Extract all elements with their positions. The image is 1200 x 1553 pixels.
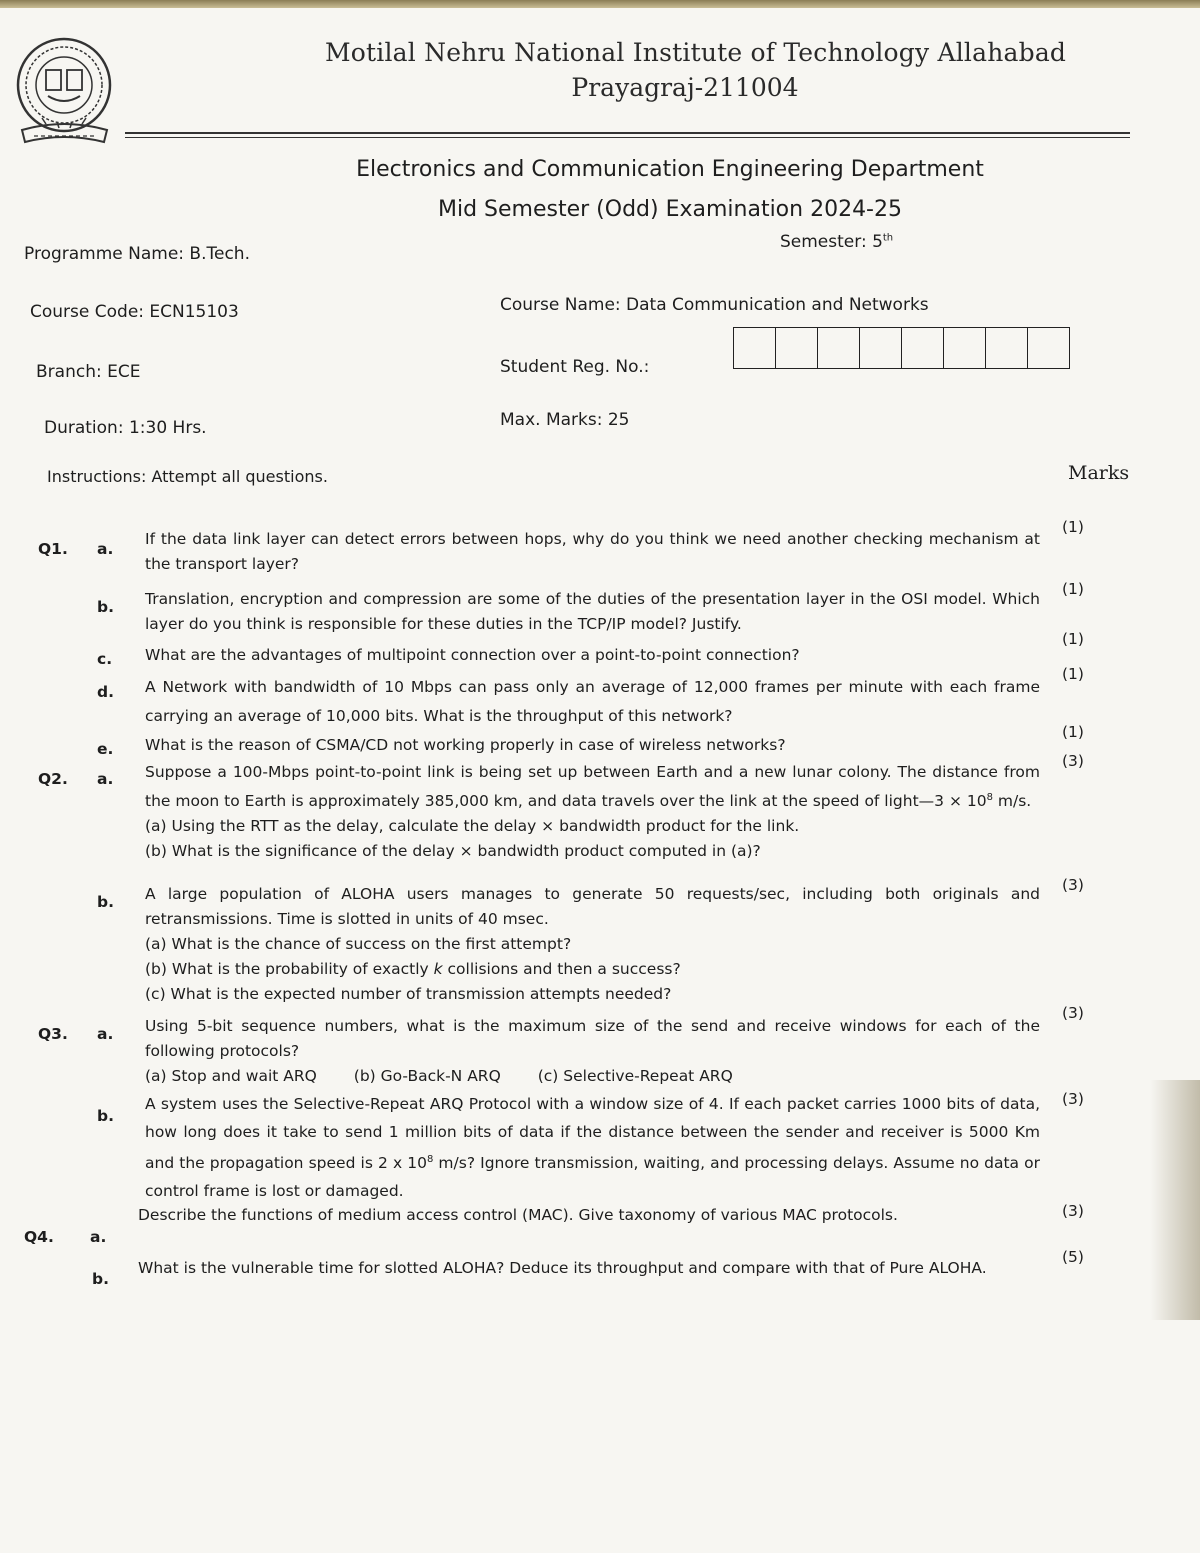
option-stop-and-wait: (a) Stop and wait ARQ (145, 1067, 317, 1085)
sub-question-text: collisions and then a success? (442, 960, 681, 978)
part-label: d. (97, 683, 114, 701)
option-selective-repeat: (c) Selective-Repeat ARQ (537, 1067, 733, 1085)
question-text (145, 1090, 1040, 1205)
question-text: A Network with bandwidth of 10 Mbps can pass only an average of 12,000 frames per minute with each frame carrying an average of 10,000 bits. What is the throughput of this network? (145, 678, 1040, 725)
part-label: a. (90, 1228, 107, 1246)
question-text-rest: m/s? Ignore transmission, waiting, and processing delays. Assume no data or control frame is lost or damaged. (145, 1154, 1041, 1201)
header-rule-1 (125, 132, 1130, 134)
question-text-main: A large population of ALOHA users manages to generate 50 requests/sec, including both originals and retransmissions. Time is slotted in units of 40 msec. (145, 885, 1040, 928)
exam-title: Mid Semester (Odd) Examination 2024-25 (437, 197, 902, 222)
question-text: Describe the functions of medium access control (MAC). Give taxonomy of various MAC protocols. (138, 1206, 898, 1224)
marks-value: (3) (1062, 1202, 1084, 1220)
max-marks: Max. Marks: 25 (500, 410, 630, 430)
department-block (340, 150, 1000, 230)
question-text: What is the reason of CSMA/CD not working properly in case of wireless networks? (145, 736, 786, 754)
sub-question: (c) What is the expected number of transmission attempts needed? (145, 985, 672, 1003)
sub-question: (a) Using the RTT as the delay, calculate the delay × bandwidth product for the link. (145, 817, 800, 836)
programme-name: Programme Name: B.Tech. (24, 244, 250, 264)
reg-digit-box[interactable] (776, 328, 818, 368)
part-label: a. (97, 540, 114, 558)
reg-digit-box[interactable] (1028, 328, 1069, 368)
marks-value: (1) (1062, 518, 1084, 536)
part-label: b. (92, 1270, 109, 1288)
question-text-main: A system uses the Selective-Repeat ARQ Protocol with a window size of 4. If each packet carries 1000 bits of data, how long does it take to send 1 million bits of data if the distance between the sender and receiver is 5000 Km and the propagation speed is 2 x 10 (145, 1095, 1040, 1173)
institute-address: Prayagraj-211004 (571, 73, 799, 102)
duration: Duration: 1:30 Hrs. (44, 418, 207, 438)
part-label: a. (97, 1025, 114, 1043)
sub-question (145, 957, 1040, 982)
instructions: Instructions: Attempt all questions. (47, 467, 328, 486)
reg-digit-box[interactable] (818, 328, 860, 368)
question-number: Q4. (24, 1228, 54, 1246)
reg-digit-box[interactable] (734, 328, 776, 368)
reg-digit-box[interactable] (944, 328, 986, 368)
header-rule-2 (125, 137, 1130, 138)
student-reg-boxes[interactable] (733, 327, 1070, 369)
marks-value: (3) (1062, 1090, 1084, 1108)
question-text: If the data link layer can detect errors between hops, why do you think we need another checking mechanism at the transport layer? (145, 530, 1040, 573)
course-name: Course Name: Data Communication and Networks (500, 295, 929, 315)
exponent: 8 (986, 792, 993, 803)
sub-question: (a) What is the chance of success on the first attempt? (145, 935, 572, 953)
part-label: b. (97, 893, 114, 911)
semester-suffix: th (882, 232, 894, 244)
question-text (145, 1014, 1040, 1089)
reg-digit-box[interactable] (986, 328, 1028, 368)
protocol-options (145, 1064, 1040, 1089)
exponent: 8 (426, 1154, 434, 1165)
variable-k: k (433, 960, 443, 978)
marks-value: (1) (1062, 665, 1084, 683)
question-number: Q2. (38, 770, 68, 788)
question-text-main: Suppose a 100-Mbps point-to-point link is being set up between Earth and a new lunar colony. The distance from the moon to Earth is approximately 385,000 km, and data travels over the link at the speed of light—3 × 10 (145, 763, 1040, 811)
sub-question: (b) What is the significance of the delay × bandwidth product computed in (a)? (145, 842, 761, 861)
scan-edge-right (1150, 1080, 1200, 1320)
marks-heading: Marks (1068, 462, 1130, 484)
marks-value: (3) (1062, 1004, 1084, 1022)
marks-value: (1) (1062, 580, 1084, 598)
institute-header (325, 38, 1067, 102)
question-text-main: Using 5-bit sequence numbers, what is the maximum size of the send and receive windows for each of the following protocols? (145, 1017, 1040, 1060)
option-go-back-n: (b) Go-Back-N ARQ (353, 1067, 501, 1085)
branch: Branch: ECE (36, 362, 141, 382)
reg-digit-box[interactable] (902, 328, 944, 368)
part-label: b. (97, 1107, 114, 1125)
institute-emblem (12, 30, 117, 158)
marks-value: (1) (1062, 630, 1084, 648)
marks-value: (5) (1062, 1248, 1084, 1266)
part-label: b. (97, 598, 114, 616)
marks-value: (3) (1062, 752, 1084, 770)
reg-digit-box[interactable] (860, 328, 902, 368)
part-label: c. (97, 650, 113, 668)
semester-label: Semester: 5 (780, 232, 883, 252)
semester (780, 232, 893, 252)
question-text-unit: m/s. (992, 792, 1032, 811)
question-text (145, 882, 1040, 1007)
marks-value: (3) (1062, 876, 1084, 894)
institute-name: Motilal Nehru National Institute of Technology Allahabad (325, 38, 1067, 67)
department-name: Electronics and Communication Engineering Department (356, 157, 984, 182)
marks-value: (1) (1062, 723, 1084, 741)
question-number: Q1. (38, 540, 68, 558)
question-text: What is the vulnerable time for slotted ALOHA? Deduce its throughput and compare with that of Pure ALOHA. (138, 1259, 987, 1277)
scan-edge-top (0, 0, 1200, 8)
question-number: Q3. (38, 1025, 68, 1043)
part-label: a. (97, 770, 114, 788)
question-text: What are the advantages of multipoint connection over a point-to-point connection? (145, 646, 800, 664)
sub-question-text: (b) What is the probability of exactly (145, 960, 434, 978)
part-label: e. (97, 740, 114, 758)
question-text (145, 760, 1040, 864)
question-text: Translation, encryption and compression are some of the duties of the presentation layer in the OSI model. Which layer do you think is responsible for these duties in the TCP/IP model? Justify. (145, 590, 1040, 633)
student-reg-label: Student Reg. No.: (500, 357, 650, 377)
course-code: Course Code: ECN15103 (30, 302, 239, 322)
